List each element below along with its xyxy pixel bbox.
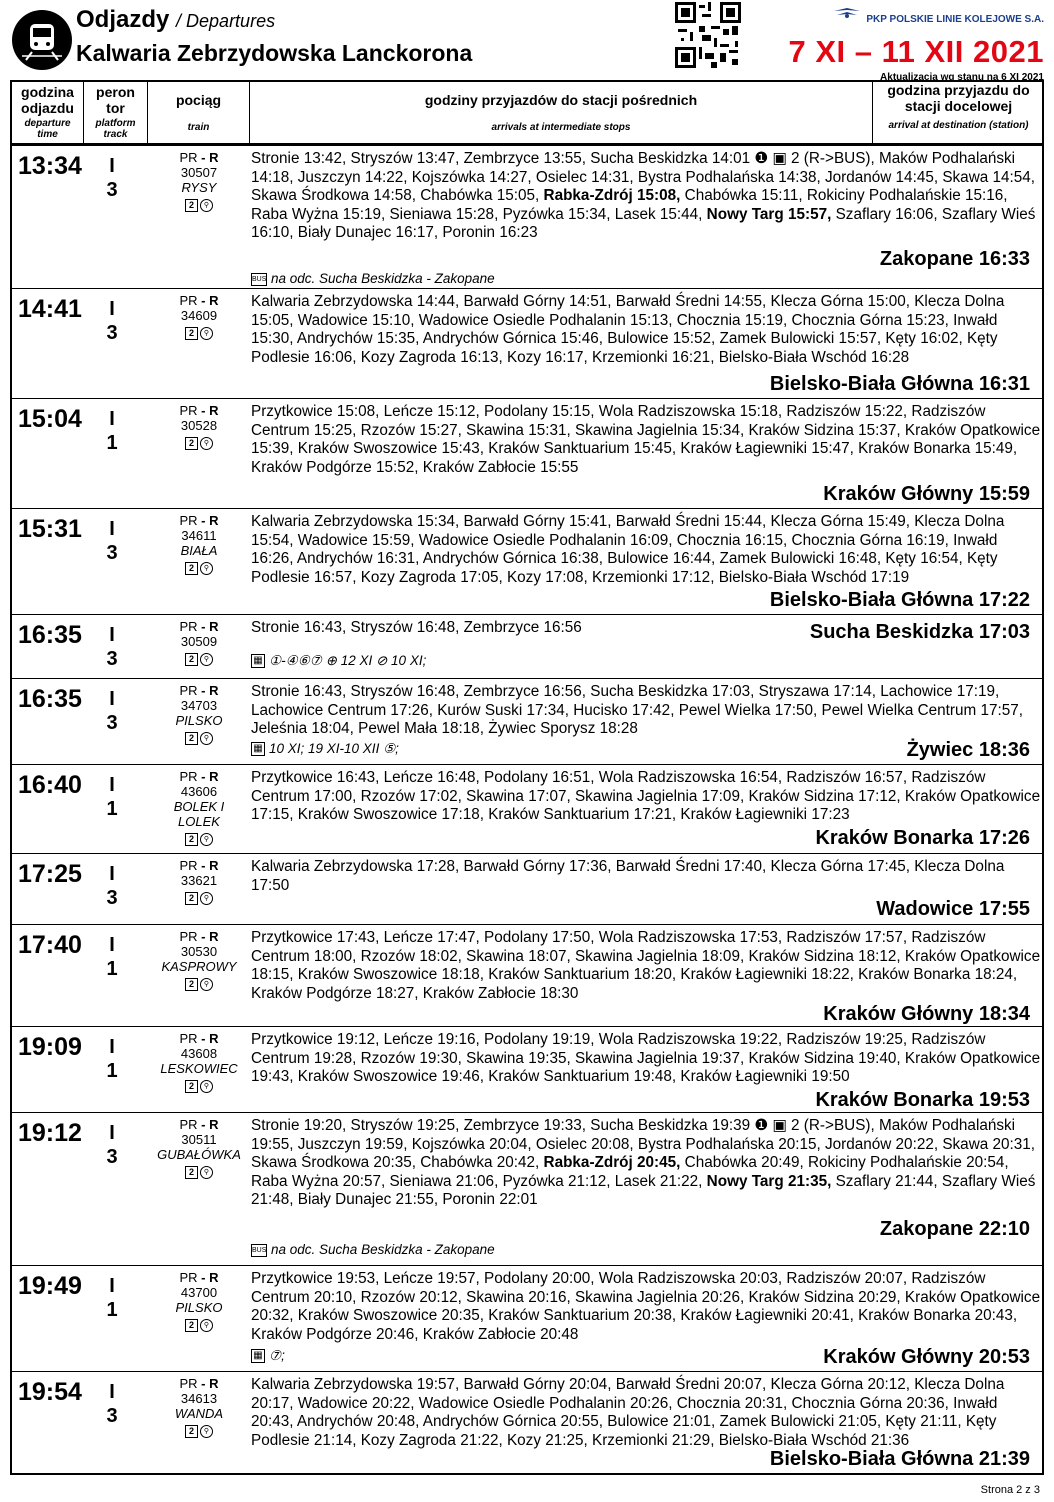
train-icons	[185, 831, 213, 846]
header	[12, 6, 1044, 84]
category-code: PR	[179, 1117, 198, 1132]
train-name: KASPROWY	[161, 959, 237, 974]
bicycle-icon: ⚲	[200, 833, 213, 846]
train-icons	[185, 651, 213, 666]
train-type: R	[209, 1117, 219, 1132]
train-icons	[185, 1164, 213, 1179]
train-info	[148, 858, 250, 905]
category-separator: -	[197, 150, 210, 165]
train-name: GUBAŁÓWKA	[157, 1147, 241, 1162]
page-number: Strona 2 z 3	[980, 1484, 1040, 1496]
note-text: 10 XI; 19 XI-10 XII ⑤;	[269, 741, 399, 756]
validity-dates: 7 XI – 11 XII 2021	[788, 34, 1044, 69]
qr-code-icon	[675, 2, 741, 68]
destination: Kraków Główny 20:53	[823, 1346, 1030, 1368]
bicycle-icon: ⚲	[200, 892, 213, 905]
train-note	[251, 741, 399, 757]
bicycle-icon: ⚲	[200, 1319, 213, 1332]
station-name: Kalwaria Zebrzydowska Lanckorona	[76, 40, 473, 66]
destination: Bielsko-Biała Główna 21:39	[769, 1448, 1030, 1470]
intermediate-stops: Przytkowice 16:43, Leńcze 16:48, Podolany 16:51, Wola Radziszowska 16:54, Radziszów 16:57, Radziszów Centrum 17:00, Rzozów 17:02, Skawina 17:07, Skawina Jagielnia 17:09, Kraków Sidzina 17:12, Kraków Opatkowice 17:15, Kraków Swoszowice 17:18, Kraków Sanktuarium 17:21, Kraków Łagiewniki 17:23	[251, 769, 1041, 824]
category-code: PR	[179, 1376, 198, 1391]
departure-time: 17:40	[18, 931, 82, 959]
train-number: 34611	[181, 528, 217, 543]
bicycle-icon: ⚲	[200, 437, 213, 450]
platform-number: I	[109, 518, 115, 540]
second-class-icon: 2	[185, 437, 198, 450]
table-row	[12, 765, 1042, 854]
train-icons	[185, 976, 213, 991]
train-category	[148, 403, 250, 418]
category-separator: -	[197, 403, 210, 418]
category-code: PR	[179, 150, 198, 165]
category-separator: -	[197, 293, 210, 308]
calendar-icon: ▦	[251, 742, 265, 756]
train-number: 30528	[180, 418, 218, 433]
train-name: RYSY	[181, 180, 217, 195]
train-icons	[185, 197, 213, 212]
track-number: 3	[106, 648, 118, 670]
track-number: 3	[106, 322, 118, 344]
category-separator: -	[197, 929, 210, 944]
track-number: 3	[106, 1405, 118, 1427]
category-separator: -	[197, 619, 210, 634]
train-icons	[185, 435, 213, 450]
train-info	[148, 929, 250, 991]
train-number: 33621	[180, 873, 218, 888]
table-row	[12, 1113, 1042, 1266]
track-number: 3	[106, 1146, 118, 1168]
destination: Bielsko-Biała Główna 16:31	[769, 373, 1030, 395]
note-text: na odc. Sucha Beskidzka - Zakopane	[271, 1242, 495, 1257]
header-track: peron tor platform track	[84, 82, 148, 143]
platform-track	[102, 1035, 122, 1083]
train-number: 34609	[180, 308, 218, 323]
intermediate-stops: Kalwaria Zebrzydowska 19:57, Barwałd Górny 20:04, Barwałd Średni 20:07, Klecza Górna 20:12, Klecza Dolna 20:17, Wadowice 20:22, Wadowice Osiedle Podhalanin 20:26, Chocznia 20:31, Chocznia Górna 20:36, Inwałd 20:43, Andrychów 20:48, Andrychów Górnica 20:55, Bulowice 21:01, Zamek Bulowicki 21:05, Kęty 21:11, Kęty Podlesie 21:14, Kozy Zagroda 21:22, Kozy 21:25, Krzemionki 21:29, Bielsko-Biała Wschód 21:36	[251, 1376, 1005, 1449]
table-row	[12, 1027, 1042, 1113]
train-category	[148, 619, 250, 634]
train-type: R	[209, 1270, 219, 1285]
track-number: 1	[106, 798, 118, 820]
train-info	[148, 769, 250, 846]
platform-track	[102, 154, 122, 202]
title-pl: Odjazdy	[76, 6, 170, 33]
train-note	[251, 1242, 495, 1257]
header-stops: godziny przyjazdów do stacji pośrednich arrivals at intermediate stops	[250, 82, 873, 143]
departure-time: 16:35	[18, 621, 82, 649]
departure-time: 16:40	[18, 771, 82, 799]
bus-icon: BUS	[251, 273, 267, 286]
train-number: 43608	[180, 1046, 218, 1061]
train-name: LESKOWIEC	[160, 1061, 238, 1076]
platform-track	[102, 862, 122, 910]
intermediate-stops: Kalwaria Zebrzydowska 17:28, Barwałd Górny 17:36, Barwałd Średni 17:40, Klecza Górna 17:45, Klecza Dolna 17:50	[251, 858, 1005, 894]
train-icons	[185, 890, 213, 905]
platform-number: I	[109, 298, 115, 320]
table-row	[12, 399, 1042, 509]
train-type: R	[209, 683, 219, 698]
operator-name: PKP POLSKIE LINIE KOLEJOWE S.A.	[866, 14, 1044, 25]
second-class-icon: 2	[185, 892, 198, 905]
train-type: R	[209, 1376, 219, 1391]
category-code: PR	[179, 403, 198, 418]
calendar-icon: ▦	[251, 1349, 265, 1363]
category-code: PR	[179, 769, 198, 784]
train-note	[251, 1348, 285, 1364]
platform-track	[102, 773, 122, 821]
train-number: 30511	[181, 1132, 217, 1147]
second-class-icon: 2	[185, 327, 198, 340]
train-info	[148, 513, 250, 575]
departure-time: 17:25	[18, 860, 82, 888]
platform-number: I	[109, 155, 115, 177]
header-destination: godzina przyjazdu do stacji docelowej arrival at destination (station)	[887, 82, 1030, 131]
second-class-icon: 2	[185, 1166, 198, 1179]
track-number: 1	[106, 1060, 118, 1082]
second-class-icon: 2	[185, 199, 198, 212]
second-class-icon: 2	[185, 1080, 198, 1093]
operator-logo	[866, 14, 1044, 25]
table-row	[12, 854, 1042, 925]
train-category	[148, 1270, 250, 1285]
table-header	[12, 82, 1042, 146]
departure-time: 15:04	[18, 405, 82, 433]
train-info	[148, 683, 250, 745]
departure-time: 19:54	[18, 1378, 82, 1406]
train-type: R	[209, 150, 219, 165]
train-icons	[185, 730, 213, 745]
platform-track	[102, 517, 122, 565]
departure-time: 13:34	[18, 152, 82, 180]
destination: Żywiec 18:36	[906, 739, 1030, 761]
table-row	[12, 509, 1042, 615]
platform-track	[102, 297, 122, 345]
train-category	[148, 1376, 250, 1391]
train-category	[148, 769, 250, 784]
second-class-icon: 2	[185, 833, 198, 846]
train-type: R	[209, 1031, 219, 1046]
bicycle-icon: ⚲	[200, 978, 213, 991]
train-info	[148, 293, 250, 340]
table-row	[12, 925, 1042, 1027]
train-type: R	[209, 513, 219, 528]
train-note	[251, 271, 495, 286]
train-icons	[185, 325, 213, 340]
intermediate-stops: Przytkowice 15:08, Leńcze 15:12, Podolany 15:15, Wola Radziszowska 15:18, Radziszów 15:22, Radziszów Centrum 15:25, Rzozów 15:27, Skawina 15:31, Skawina Jagielnia 15:34, Kraków Sidzina 15:37, Kraków Opatkowice 15:39, Kraków Swoszowice 15:43, Kraków Sanktuarium 15:45, Kraków Łagiewniki 15:47, Kraków Bonarka 15:49, Kraków Podgórze 15:52, Kraków Zabłocie 15:55	[251, 403, 1041, 476]
intermediate-stops: Stronie 16:43, Stryszów 16:48, Zembrzyce 16:56, Sucha Beskidzka 17:03, Stryszawa 17:14, Lachowice 17:19, Lachowice Centrum 17:26, Kurów Suski 17:34, Hucisko 17:42, Pewel Wielka 17:50, Pewel Wielka Centrum 17:57, Jeleśnia 18:04, Pewel Mała 18:18, Żywiec Sporysz 18:28	[251, 683, 1024, 738]
train-info	[148, 1376, 250, 1438]
destination: Kraków Główny 15:59	[823, 483, 1030, 505]
train-category	[148, 150, 250, 165]
departure-time: 19:12	[18, 1119, 82, 1147]
track-number: 1	[106, 432, 118, 454]
second-class-icon: 2	[185, 562, 198, 575]
category-code: PR	[179, 1270, 198, 1285]
track-number: 3	[106, 887, 118, 909]
header-time: godzina odjazdu departure time	[12, 82, 84, 143]
train-number: 30530	[180, 944, 218, 959]
platform-number: I	[109, 1381, 115, 1403]
category-code: PR	[179, 858, 198, 873]
departure-time: 15:31	[18, 515, 82, 543]
second-class-icon: 2	[185, 1319, 198, 1332]
bicycle-icon: ⚲	[200, 653, 213, 666]
bicycle-icon: ⚲	[200, 1425, 213, 1438]
platform-number: I	[109, 1036, 115, 1058]
bicycle-icon: ⚲	[200, 732, 213, 745]
intermediate-stops: Stronie 13:42, Stryszów 13:47, Zembrzyce 13:55, Sucha Beskidzka 14:01 ❶ ▣ 2 (R->BUS), Maków Podhalański 14:18, Juszczyn 14:22, Kojszówka 14:27, Osielec 14:31, Bystra Podhalańska 14:38, Jordanów 14:45, Skawa 14:54, Skawa Środkowa 14:58, Chabówka 15:05, Rabka-Zdrój 15:08, Chabówka 15:11, Rokiciny Podhalańskie 15:16, Raba Wyżna 15:19, Sieniawa 15:28, Pyzówka 15:34, Lasek 15:44, Nowy Targ 15:57, Szaflary 16:06, Szaflary Wieś 16:10, Biały Dunajec 16:17, Poronin 16:23	[251, 150, 1036, 242]
train-type: R	[209, 403, 219, 418]
departure-time: 19:09	[18, 1033, 82, 1061]
table-row	[12, 1266, 1042, 1372]
category-separator: -	[197, 1270, 210, 1285]
train-info	[148, 150, 250, 212]
train-info	[148, 403, 250, 450]
train-name: WANDA	[174, 1406, 224, 1421]
track-number: 1	[106, 1299, 118, 1321]
pkp-wings-icon	[832, 6, 862, 20]
bicycle-icon: ⚲	[200, 1080, 213, 1093]
bus-icon: BUS	[251, 1244, 267, 1257]
platform-number: I	[109, 408, 115, 430]
train-category	[148, 683, 250, 698]
departure-time: 19:49	[18, 1272, 82, 1300]
train-type: R	[209, 619, 219, 634]
track-number: 3	[106, 542, 118, 564]
second-class-icon: 2	[185, 653, 198, 666]
train-category	[148, 929, 250, 944]
table-row	[12, 1372, 1042, 1473]
category-code: PR	[179, 929, 198, 944]
track-number: 1	[106, 958, 118, 980]
platform-number: I	[109, 1122, 115, 1144]
intermediate-stops: Przytkowice 19:53, Leńcze 19:57, Podolany 20:00, Wola Radziszowska 20:03, Radziszów 20:07, Radziszów Centrum 20:10, Rzozów 20:12, Skawina 20:16, Skawina Jagielnia 20:26, Kraków Sidzina 20:29, Kraków Opatkowice 20:32, Kraków Swoszowice 20:35, Kraków Sanktuarium 20:38, Kraków Łagiewniki 20:41, Kraków Bonarka 20:43, Kraków Podgórze 20:46, Kraków Zabłocie 20:48	[251, 1270, 1041, 1343]
intermediate-stops: Stronie 19:20, Stryszów 19:25, Zembrzyce 19:33, Sucha Beskidzka 19:39 ❶ ▣ 2 (R->BUS), Maków Podhalański 19:55, Juszczyn 19:59, Kojszówka 20:04, Osielec 20:08, Bystra Podhalańska 20:15, Jordanów 20:22, Skawa 20:31, Skawa Środkowa 20:35, Chabówka 20:42, Rabka-Zdrój 20:45, Chabówka 20:49, Rokiciny Podhalańskie 20:54, Raba Wyżna 20:57, Sieniawa 21:06, Pyzówka 21:12, Lasek 21:22, Nowy Targ 21:35, Szaflary 21:44, Szaflary Wieś 21:48, Biały Dunajec 21:55, Poronin 22:01	[251, 1117, 1036, 1209]
platform-number: I	[109, 624, 115, 646]
train-category	[148, 1117, 250, 1132]
train-number: 30509	[180, 634, 218, 649]
train-type: R	[209, 769, 219, 784]
note-text: ⑦;	[269, 1348, 285, 1363]
destination: Kraków Główny 18:34	[823, 1003, 1030, 1025]
platform-number: I	[109, 1275, 115, 1297]
platform-number: I	[109, 774, 115, 796]
bicycle-icon: ⚲	[200, 562, 213, 575]
title-en: / Departures	[176, 11, 276, 31]
second-class-icon: 2	[185, 1425, 198, 1438]
intermediate-stops: Kalwaria Zebrzydowska 14:44, Barwałd Górny 14:51, Barwałd Średni 14:55, Klecza Górna 15:00, Klecza Dolna 15:05, Wadowice 15:10, Wadowice Osiedle Podhalanin 15:13, Chocznia 15:19, Chocznia Górna 15:23, Inwałd 15:30, Andrychów 15:35, Andrychów Górnica 15:46, Bulowice 15:52, Zamek Bulowicki 15:57, Kęty 16:02, Kęty Podlesie 16:06, Kozy Zagroda 16:13, Kozy 16:17, Krzemionki 16:21, Bielsko-Biała Wschód 16:28	[251, 293, 1005, 366]
timetable	[10, 80, 1044, 1475]
category-code: PR	[179, 619, 198, 634]
platform-track	[102, 687, 122, 735]
platform-track	[102, 1121, 122, 1169]
intermediate-stops: Przytkowice 17:43, Leńcze 17:47, Podolany 17:50, Wola Radziszowska 17:53, Radziszów 17:57, Radziszów Centrum 18:00, Rzozów 18:02, Skawina 18:07, Skawina Jagielnia 18:09, Kraków Sidzina 18:12, Kraków Opatkowice 18:15, Kraków Swoszowice 18:18, Kraków Sanktuarium 18:20, Kraków Łagiewniki 18:22, Kraków Bonarka 18:24, Kraków Podgórze 18:27, Kraków Zabłocie 18:30	[251, 929, 1041, 1002]
category-code: PR	[179, 513, 198, 528]
intermediate-stops: Kalwaria Zebrzydowska 15:34, Barwałd Górny 15:41, Barwałd Średni 15:44, Klecza Górna 15:49, Klecza Dolna 15:54, Wadowice 15:59, Wadowice Osiedle Podhalanin 16:09, Chocznia 16:15, Chocznia Górna 16:19, Inwałd 16:26, Andrychów 16:31, Andrychów Górnica 16:38, Bulowice 16:44, Zamek Bulowicki 16:48, Kęty 16:54, Kęty Podlesie 16:57, Kozy Zagroda 17:05, Kozy 17:08, Krzemionki 17:12, Bielsko-Biała Wschód 17:19	[251, 513, 1005, 586]
category-code: PR	[179, 293, 198, 308]
train-number: 34613	[180, 1391, 218, 1406]
destination: Kraków Bonarka 17:26	[815, 827, 1030, 849]
note-text: ①-④⑥⑦ ⊕ 12 XI ⊘ 10 XI;	[269, 653, 427, 668]
platform-track	[102, 1274, 122, 1322]
category-separator: -	[197, 683, 210, 698]
destination: Wadowice 17:55	[876, 898, 1030, 920]
second-class-icon: 2	[185, 978, 198, 991]
platform-track	[102, 933, 122, 981]
platform-track	[102, 623, 122, 671]
train-note	[251, 653, 426, 669]
intermediate-stops: Przytkowice 19:12, Leńcze 19:16, Podolany 19:19, Wola Radziszowska 19:22, Radziszów 19:25, Radziszów Centrum 19:28, Rzozów 19:30, Skawina 19:35, Skawina Jagielnia 19:37, Kraków Sidzina 19:40, Kraków Opatkowice 19:43, Kraków Swoszowice 19:46, Kraków Sanktuarium 19:48, Kraków Łagiewniki 19:50	[251, 1031, 1041, 1086]
platform-number: I	[109, 934, 115, 956]
bicycle-icon: ⚲	[200, 327, 213, 340]
category-code: PR	[179, 683, 198, 698]
platform-number: I	[109, 863, 115, 885]
category-separator: -	[197, 858, 210, 873]
table-row	[12, 289, 1042, 399]
page-title	[76, 6, 275, 34]
second-class-icon: 2	[185, 732, 198, 745]
train-icons	[185, 1078, 213, 1093]
train-category	[148, 1031, 250, 1046]
train-name: BIAŁA	[180, 543, 218, 558]
header-train: pociąg train	[148, 82, 250, 143]
train-name: PILSKO	[175, 1300, 223, 1315]
train-number: 43700	[180, 1285, 218, 1300]
train-info	[148, 1270, 250, 1332]
train-type: R	[209, 858, 219, 873]
table-row	[12, 679, 1042, 765]
platform-track	[102, 1380, 122, 1428]
destination: Zakopane 16:33	[879, 248, 1030, 270]
calendar-icon: ▦	[251, 654, 265, 668]
train-info	[148, 619, 250, 666]
departure-time: 16:35	[18, 685, 82, 713]
train-info	[148, 1117, 250, 1179]
train-number: 43606	[180, 784, 218, 799]
intermediate-stops: Stronie 16:43, Stryszów 16:48, Zembrzyce 16:56	[251, 619, 582, 636]
train-type: R	[209, 293, 219, 308]
departure-time: 14:41	[18, 295, 82, 323]
category-code: PR	[179, 1031, 198, 1046]
train-category	[148, 513, 250, 528]
category-separator: -	[197, 513, 210, 528]
train-number: 30507	[180, 165, 218, 180]
train-icons	[185, 1423, 213, 1438]
destination: Sucha Beskidzka 17:03	[809, 621, 1030, 643]
update-note: Aktualizacja wg stanu na 6 XI 2021	[880, 72, 1044, 83]
train-category	[148, 858, 250, 873]
note-text: na odc. Sucha Beskidzka - Zakopane	[271, 271, 495, 286]
table-row	[12, 615, 1042, 679]
train-category	[148, 293, 250, 308]
train-number: 34703	[180, 698, 218, 713]
platform-number: I	[109, 688, 115, 710]
category-separator: -	[197, 1376, 210, 1391]
track-number: 3	[106, 179, 118, 201]
train-icons	[185, 1317, 213, 1332]
train-name: BOLEK I LOLEK	[173, 799, 225, 829]
platform-track	[102, 407, 122, 455]
destination: Zakopane 22:10	[879, 1218, 1030, 1240]
destination: Kraków Bonarka 19:53	[815, 1089, 1030, 1111]
bicycle-icon: ⚲	[200, 1166, 213, 1179]
table-row	[12, 146, 1042, 289]
train-type: R	[209, 929, 219, 944]
bicycle-icon: ⚲	[200, 199, 213, 212]
train-logo-icon	[12, 10, 72, 70]
track-number: 3	[106, 712, 118, 734]
category-separator: -	[197, 769, 210, 784]
train-name: PILSKO	[175, 713, 223, 728]
train-icons	[185, 560, 213, 575]
train-info	[148, 1031, 250, 1093]
category-separator: -	[197, 1031, 210, 1046]
category-separator: -	[197, 1117, 210, 1132]
destination: Bielsko-Biała Główna 17:22	[769, 589, 1030, 611]
